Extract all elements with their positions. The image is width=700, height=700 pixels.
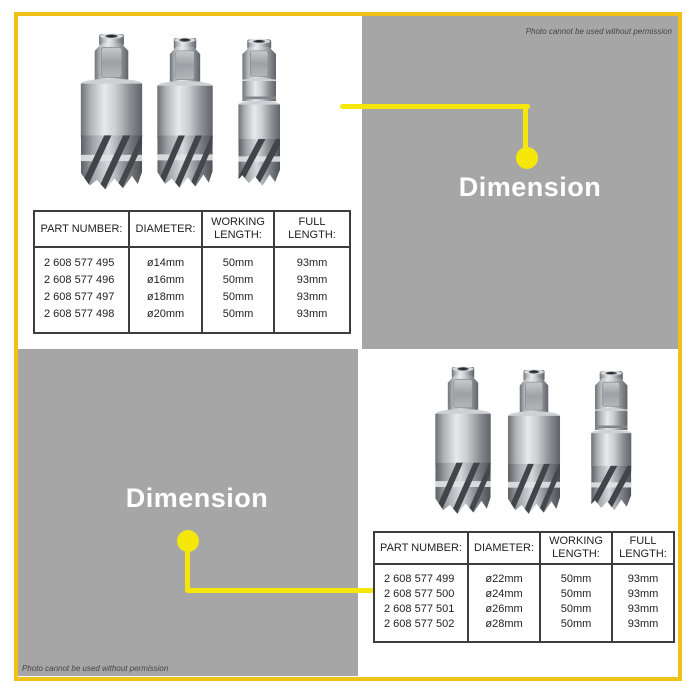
cell-part-number: 2 608 577 496 [44, 273, 115, 286]
spec-table-header-row [34, 211, 350, 247]
cell-part-number: 2 608 577 502 [384, 617, 455, 630]
callout-line-vertical-top [523, 104, 528, 150]
cell-part-number: 2 608 577 497 [44, 290, 115, 303]
cell-working-length: 50mm [540, 564, 612, 586]
cell-diameter: ø28mm [468, 616, 540, 642]
cell-working-length: 50mm [202, 247, 274, 271]
header-full-length: FULL LENGTH: [274, 211, 350, 247]
cell-full-length: 93mm [274, 288, 350, 305]
table-row [374, 586, 674, 601]
cell-working-length: 50mm [540, 601, 612, 616]
cell-diameter: ø20mm [129, 305, 202, 333]
callout-line-vertical-bottom [185, 540, 190, 592]
cell-working-length: 50mm [202, 305, 274, 333]
cell-working-length: 50mm [540, 586, 612, 601]
callout-line-horizontal-bottom [185, 588, 374, 593]
table-row [374, 616, 674, 642]
cell-part-number: 2 608 577 499 [384, 572, 455, 585]
cell-full-length: 93mm [274, 271, 350, 288]
cell-diameter: ø16mm [129, 271, 202, 288]
header-working-length: WORKING LENGTH: [540, 532, 612, 564]
callout-line-horizontal-top [340, 104, 530, 109]
watermark-bottom: Photo cannot be used without permission [22, 664, 169, 673]
cell-full-length: 93mm [274, 305, 350, 333]
cell-full-length: 93mm [612, 586, 674, 601]
cell-full-length: 93mm [612, 616, 674, 642]
header-part-number: PART NUMBER: [34, 211, 129, 247]
cell-diameter: ø22mm [468, 564, 540, 586]
cell-part-number: 2 608 577 495 [44, 256, 115, 269]
cell-part-number: 2 608 577 500 [384, 587, 455, 600]
cell-working-length: 50mm [202, 288, 274, 305]
header-working-length: WORKING LENGTH: [202, 211, 274, 247]
table-row [34, 247, 350, 271]
table-row [374, 564, 674, 586]
table-row [374, 601, 674, 616]
watermark-top: Photo cannot be used without permission [525, 27, 672, 36]
cell-diameter: ø14mm [129, 247, 202, 271]
spec-table-header-row [374, 532, 674, 564]
header-diameter: DIAMETER: [468, 532, 540, 564]
spec-table-bottom [373, 531, 675, 643]
spec-table-top [33, 210, 351, 334]
table-row [34, 305, 350, 333]
cell-part-number: 2 608 577 498 [44, 307, 115, 320]
header-full-length: FULL LENGTH: [612, 532, 674, 564]
cell-part-number: 2 608 577 501 [384, 602, 455, 615]
callout-dot-top [516, 147, 538, 169]
cell-diameter: ø26mm [468, 601, 540, 616]
cell-full-length: 93mm [274, 247, 350, 271]
cell-working-length: 50mm [540, 616, 612, 642]
cell-full-length: 93mm [612, 564, 674, 586]
header-part-number: PART NUMBER: [374, 532, 468, 564]
cell-diameter: ø24mm [468, 586, 540, 601]
dimension-label-bottom: Dimension [125, 483, 269, 513]
table-row [34, 271, 350, 288]
cell-full-length: 93mm [612, 601, 674, 616]
cell-working-length: 50mm [202, 271, 274, 288]
cell-diameter: ø18mm [129, 288, 202, 305]
drill-bits-photo-bottom [425, 360, 665, 522]
table-row [34, 288, 350, 305]
dimension-label-top: Dimension [458, 172, 602, 202]
header-diameter: DIAMETER: [129, 211, 202, 247]
drill-bits-photo-top [62, 28, 292, 200]
